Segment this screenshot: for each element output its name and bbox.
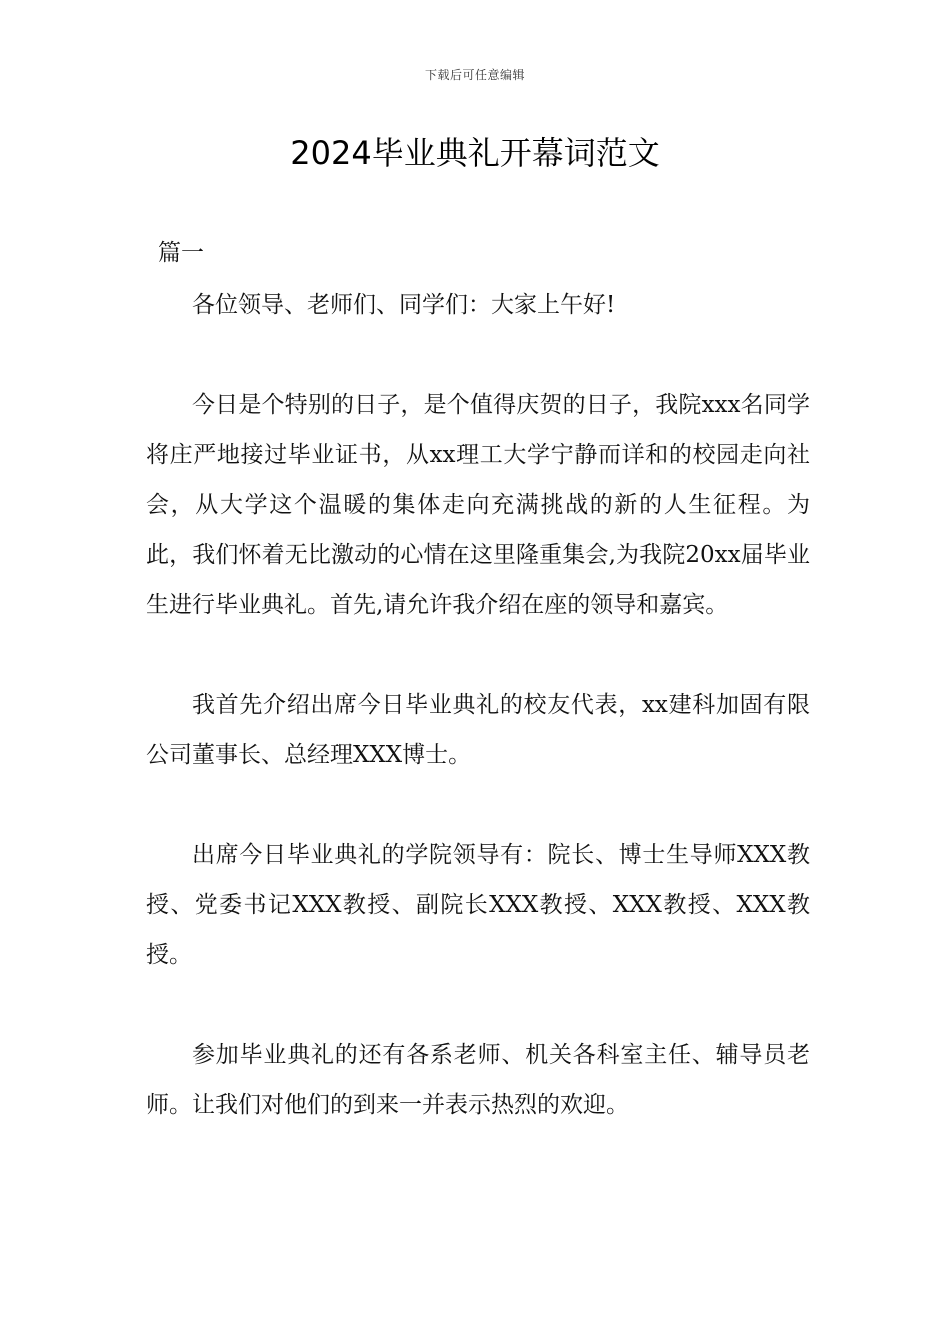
document-title: 2024毕业典礼开幕词范文 xyxy=(290,134,660,172)
section-label: 篇一 xyxy=(158,240,204,266)
paragraph: 参加毕业典礼的还有各系老师、机关各科室主任、辅导员老师。让我们对他们的到来一并表示热烈的欢迎。 xyxy=(146,1042,810,1118)
document-body xyxy=(146,280,810,1130)
paragraph: 出席今日毕业典礼的学院领导有：院长、博士生导师XXX教授、党委书记XXX教授、副院长XXX教授、XXX教授、XXX教授。 xyxy=(146,842,810,968)
paragraph: 我首先介绍出席今日毕业典礼的校友代表，xx建科加固有限公司董事长、总经理XXX博士。 xyxy=(146,692,810,768)
paragraph: 今日是个特别的日子，是个值得庆贺的日子，我院xxx名同学将庄严地接过毕业证书，从xx理工大学宁静而详和的校园走向社会，从大学这个温暖的集体走向充满挑战的新的人生征程。为此，我们怀着无比激动的心情在这里隆重集会,为我院20xx届毕业生进行毕业典礼。首先,请允许我介绍在座的领导和嘉宾。 xyxy=(146,392,810,618)
paragraph-greeting: 各位领导、老师们、同学们：大家上午好! xyxy=(192,292,616,318)
header-note: 下载后可任意编辑 xyxy=(424,68,525,82)
